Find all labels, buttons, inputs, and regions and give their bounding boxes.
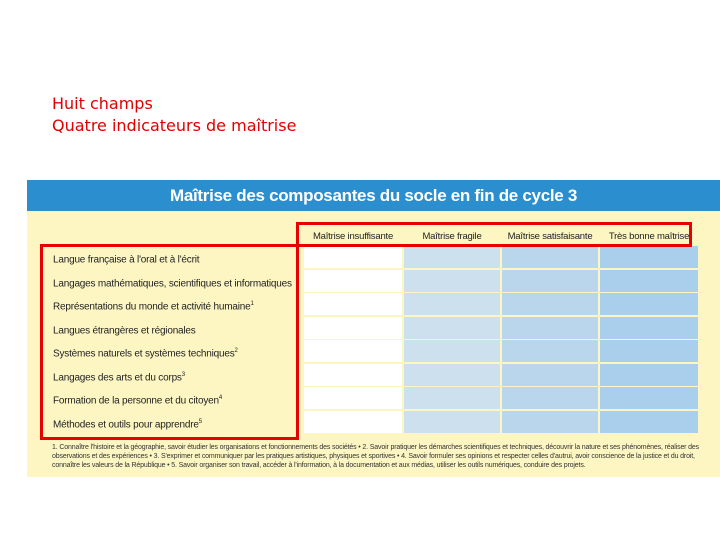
level-cell-very-good[interactable] [600, 246, 698, 268]
level-cell-very-good[interactable] [600, 270, 698, 292]
level-cell-insufficient[interactable] [304, 387, 402, 409]
row-label: Langages des arts et du corps$^3$ [53, 371, 185, 383]
row-label: Méthodes et outils pour apprendre$^5$ [53, 418, 202, 430]
level-cell-satisfactory[interactable] [502, 387, 598, 409]
level-cell-very-good[interactable] [600, 293, 698, 315]
level-cell-fragile[interactable] [404, 387, 500, 409]
column-header-satisfactory: Maîtrise satisfaisante [502, 228, 598, 247]
level-cell-satisfactory[interactable] [502, 293, 598, 315]
highlight-box-indicators [296, 222, 692, 247]
level-cell-very-good[interactable] [600, 340, 698, 362]
level-cell-fragile[interactable] [404, 411, 500, 433]
footnote-marker: 3 [181, 371, 185, 378]
row-label: Représentations du monde et activité humaine$^1$ [53, 301, 254, 313]
level-cell-satisfactory[interactable] [502, 317, 598, 339]
row-label: Langues étrangères et régionales [53, 324, 196, 336]
highlight-box-fields [40, 244, 299, 440]
level-cell-insufficient[interactable] [304, 340, 402, 362]
level-cell-insufficient[interactable] [304, 364, 402, 386]
level-cell-fragile[interactable] [404, 317, 500, 339]
level-cell-satisfactory[interactable] [502, 270, 598, 292]
level-cell-fragile[interactable] [404, 364, 500, 386]
level-cell-very-good[interactable] [600, 411, 698, 433]
column-header-fragile: Maîtrise fragile [404, 228, 500, 247]
level-cell-satisfactory[interactable] [502, 411, 598, 433]
column-header-very-good: Très bonne maîtrise [600, 228, 698, 247]
column-header-insufficient: Maîtrise insuffisante [304, 228, 402, 247]
slide-heading [52, 93, 296, 137]
level-cell-insufficient[interactable] [304, 246, 402, 268]
level-cell-fragile[interactable] [404, 340, 500, 362]
heading-line-indicators: Quatre indicateurs de maîtrise [52, 116, 297, 135]
row-label: Systèmes naturels et systèmes techniques$^2$ [53, 348, 238, 360]
level-cell-fragile[interactable] [404, 246, 500, 268]
level-cell-insufficient[interactable] [304, 270, 402, 292]
level-cell-satisfactory[interactable] [502, 340, 598, 362]
table-title: Maîtrise des composantes du socle en fin de cycle 3 [27, 180, 720, 211]
footnote-marker: 2 [234, 348, 238, 354]
row-label: Formation de la personne et du citoyen$^4$ [53, 395, 222, 407]
level-cell-very-good[interactable] [600, 317, 698, 339]
footnote-marker: 5 [198, 418, 202, 425]
table-footnote: 1. Connaître l'histoire et la géographie, savoir étudier les organisations et fonctionnements des sociétés • 2. Savoir pratiquer les démarches scientifiques et techniques, découvrir la nature et ses phénomènes, réaliser des observations et des expériences • 3. S'exprimer et communiquer par les pratiques artistiques, physiques et sportives • 4. Savoir formuler ses opinions et respecter celles d'autrui, avoir conscience de la justice et du droit, connaître les valeurs de la République • 5. Savoir organiser son travail, accéder à l'information, à la documentation et aux médias, utiliser les outils numériques, conduire des projets. [52, 444, 699, 469]
level-cell-insufficient[interactable] [304, 317, 402, 339]
level-cell-fragile[interactable] [404, 293, 500, 315]
level-cell-very-good[interactable] [600, 387, 698, 409]
level-cell-satisfactory[interactable] [502, 364, 598, 386]
level-cell-satisfactory[interactable] [502, 246, 598, 268]
level-cell-fragile[interactable] [404, 270, 500, 292]
level-cell-insufficient[interactable] [304, 293, 402, 315]
row-label: Langue française à l'oral et à l'écrit [53, 254, 200, 266]
footnote-marker: 1 [250, 301, 254, 307]
heading-line-fields: Huit champs [52, 94, 153, 113]
level-cell-very-good[interactable] [600, 364, 698, 386]
row-label: Langages mathématiques, scientifiques et informatiques [53, 277, 292, 289]
level-cell-insufficient[interactable] [304, 411, 402, 433]
footnote-marker: 4 [218, 395, 222, 401]
